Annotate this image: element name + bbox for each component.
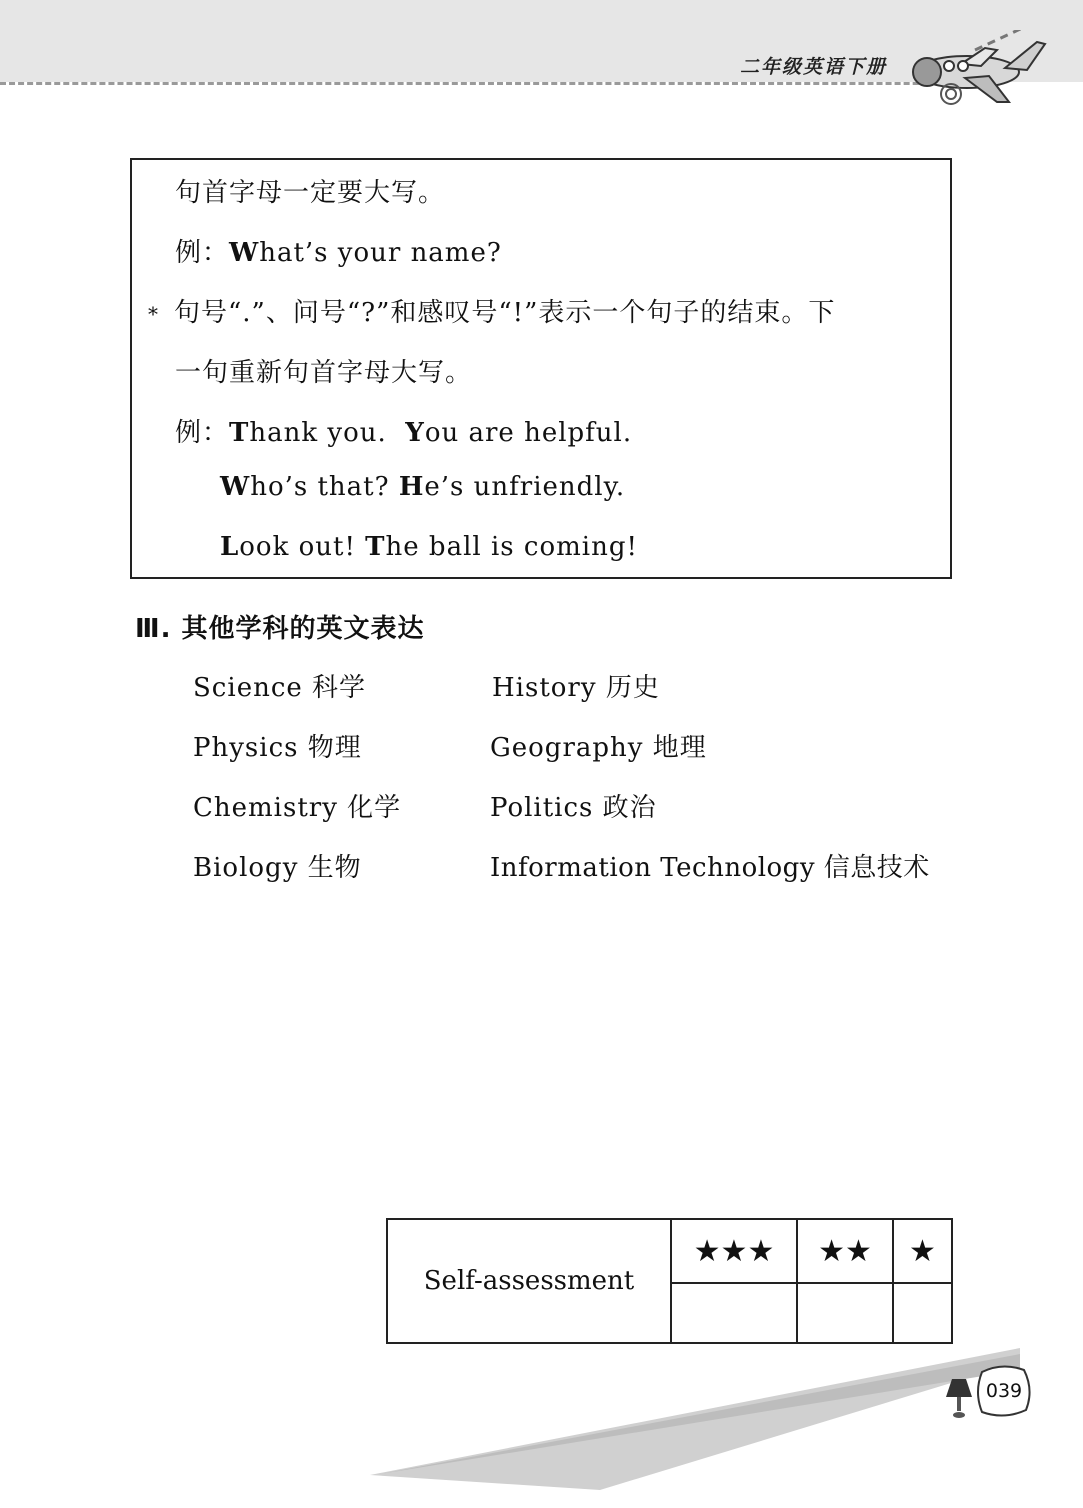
example-text: ho’s that? [250,472,390,502]
vocab-item: Science 科学 [193,673,367,703]
footer-band [0,1340,1083,1508]
page-number: 039 [985,1380,1023,1402]
example-text: hat’s your name? [259,238,502,268]
example-text: he ball is coming! [385,532,638,562]
example-label: 例： [175,418,230,448]
example-text: e’s unfriendly. [424,472,626,502]
example-line-1 [175,232,502,269]
rule-sentence-end [148,292,835,329]
two-stars-cell[interactable] [797,1283,893,1343]
vocab-item: Politics 政治 [490,793,657,823]
example-text: ou are helpful. [424,418,633,448]
vocab-item: Biology 生物 [193,853,362,883]
three-stars-header: ★★★ [671,1219,797,1283]
vocab-item: Physics 物理 [193,733,362,763]
example-text: hank you. [249,418,387,448]
rule-text: 句号“.”、问号“?”和感叹号“!”表示一个句子的结束。下 [174,298,836,328]
self-assessment-table [386,1218,953,1344]
capital-letter: T [365,532,386,562]
example-line-2 [175,412,632,449]
rule-next-sentence: 一句重新句首字母大写。 [175,358,473,388]
bullet-asterisk: * [148,302,159,326]
capital-letter: W [229,238,260,268]
example-line-3 [220,472,625,502]
one-star-header: ★ [893,1219,952,1283]
one-star-cell[interactable] [893,1283,952,1343]
airplane-icon [905,30,1055,110]
lamp-icon [942,1375,976,1421]
vocab-item: Chemistry 化学 [193,793,402,823]
capital-letter: W [220,472,251,502]
capital-letter: Y [405,418,425,448]
two-stars-header: ★★ [797,1219,893,1283]
vocab-item: Geography 地理 [490,733,707,763]
rule-capitalize-first-letter: 句首字母一定要大写。 [175,178,446,208]
capital-letter: L [220,532,240,562]
capital-letter: T [229,418,250,448]
example-line-4 [220,532,638,562]
three-stars-cell[interactable] [671,1283,797,1343]
section-heading: Ⅲ. 其他学科的英文表达 [135,614,425,644]
vocab-item: History 历史 [492,673,660,703]
header-divider [0,82,1000,85]
capital-letter: H [398,472,425,502]
example-label: 例： [175,238,230,268]
book-title: 二年级英语下册 [740,56,888,78]
vocab-item: Information Technology 信息技术 [490,853,930,883]
example-text: ook out! [239,532,356,562]
self-assessment-label: Self-assessment [387,1219,671,1343]
